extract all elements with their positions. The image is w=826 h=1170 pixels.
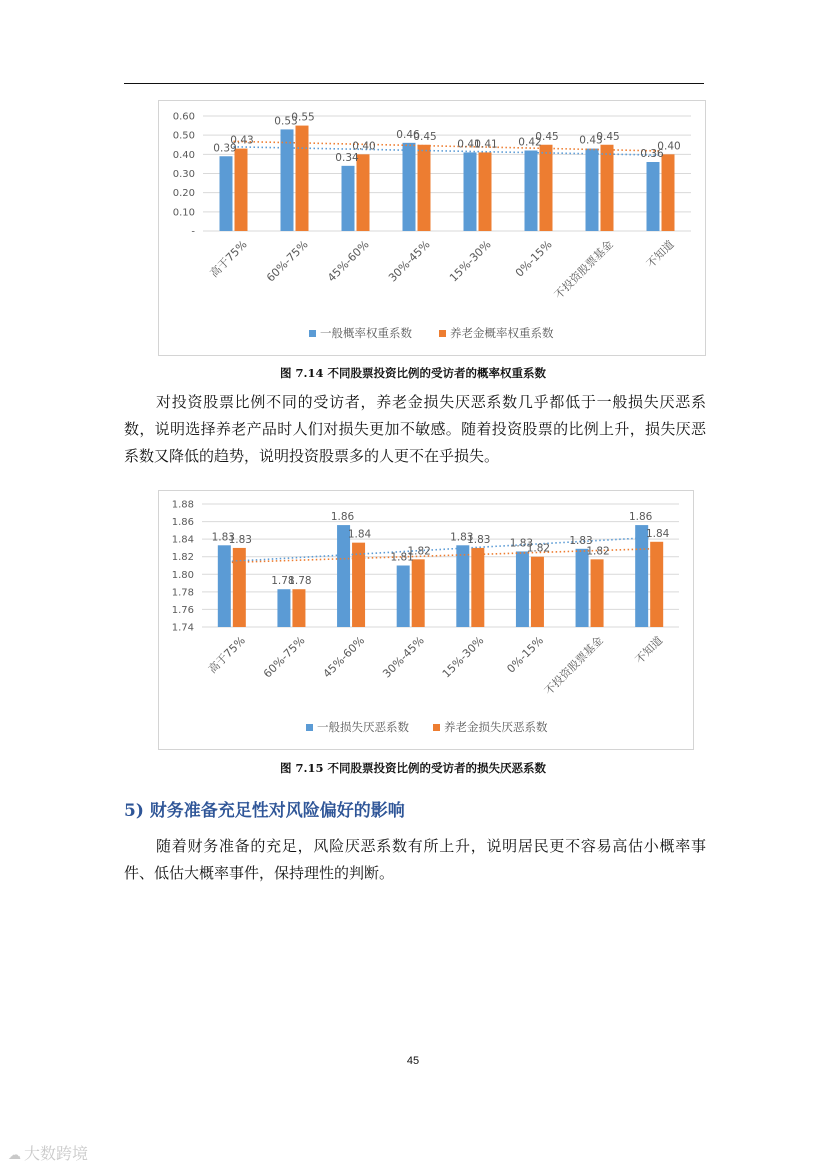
- bar: [647, 162, 660, 231]
- legend-label: 养老金损失厌恶系数: [444, 720, 548, 734]
- chart-frame-1: [158, 100, 706, 356]
- data-label: 1.83: [211, 531, 236, 544]
- y-tick-label: 0.20: [172, 188, 195, 200]
- legend-label: 一般损失厌恶系数: [317, 720, 409, 734]
- data-label: 1.81: [390, 551, 414, 564]
- x-category-label: 45%-60%: [325, 237, 372, 285]
- y-tick-label: 0.50: [172, 130, 195, 142]
- data-label: 0.43: [230, 134, 254, 147]
- data-label: 0.42: [518, 136, 542, 149]
- legend-swatch: [433, 724, 440, 731]
- x-category-label: 高于75%: [207, 237, 250, 280]
- y-tick-label: 1.88: [171, 499, 194, 511]
- y-tick-label: 1.82: [171, 552, 194, 564]
- x-category-label: 60%-75%: [260, 633, 308, 681]
- x-category-label: 60%-75%: [264, 237, 311, 285]
- bar: [292, 589, 305, 627]
- x-category-label: 高于75%: [205, 633, 248, 676]
- data-label: 1.86: [628, 511, 653, 524]
- watermark: [8, 1141, 88, 1164]
- bar: [218, 545, 231, 627]
- data-label: 0.40: [352, 140, 376, 153]
- y-tick-label: 0.60: [172, 111, 195, 123]
- bar: [277, 589, 290, 627]
- figure-caption-7-14: 图 7.14 不同股票投资比例的受访者的概率权重系数: [279, 366, 546, 380]
- bar: [403, 143, 416, 231]
- legend-label: 养老金概率权重系数: [450, 326, 554, 340]
- data-label: 1.83: [450, 531, 474, 544]
- bar: [464, 152, 477, 231]
- legend-label: 一般概率权重系数: [320, 326, 412, 340]
- bar: [456, 545, 469, 627]
- data-label: 0.45: [413, 130, 437, 143]
- y-tick-label: 1.76: [171, 604, 194, 616]
- data-label: 0.39: [213, 142, 237, 155]
- data-label: 1.83: [467, 533, 491, 546]
- data-label: 0.53: [274, 115, 298, 128]
- bar: [352, 543, 365, 627]
- figure-caption-7-15: 图 7.15 不同股票投资比例的受访者的损失厌恶系数: [279, 761, 546, 775]
- bar: [471, 548, 484, 627]
- page-number: 45: [406, 1055, 420, 1067]
- x-category-label: 0%-15%: [512, 237, 555, 280]
- chart-frame-2: [158, 490, 694, 750]
- data-label: 0.41: [474, 138, 498, 151]
- bar: [479, 152, 492, 231]
- data-label: 0.40: [657, 140, 681, 153]
- bar: [531, 557, 544, 627]
- data-label: 0.41: [457, 138, 481, 151]
- data-label: 1.84: [347, 528, 372, 541]
- data-label: 1.82: [586, 545, 610, 558]
- section-heading: 5) 财务准备充足性对风险偏好的影响: [124, 801, 405, 821]
- paragraph-loss-aversion: 对投资股票比例不同的受访者，养老金损失厌恶系数几乎都低于一般损失厌恶系数，说明选择养老产品时人们对损失更加不敏感。随着投资股票的比例上升，损失厌恶系数又降低的趋势，说明投资股票多的人更不在乎损失。: [124, 393, 706, 465]
- bar: [662, 154, 675, 231]
- data-label: 1.83: [228, 533, 253, 546]
- bar: [357, 154, 370, 231]
- x-category-label: 15%-30%: [447, 237, 494, 285]
- x-category-label: 不知道: [632, 633, 666, 667]
- x-category-label: 不投资股票基金: [551, 237, 616, 302]
- bar: [418, 145, 431, 231]
- data-label: 1.82: [526, 542, 551, 555]
- y-tick-label: 0.40: [172, 149, 195, 161]
- data-label: 1.86: [330, 511, 355, 524]
- y-tick-label: 0.10: [172, 207, 195, 219]
- x-category-label: 30%-45%: [386, 237, 433, 285]
- y-tick-label: 1.86: [171, 517, 194, 529]
- legend-swatch: [439, 330, 446, 337]
- data-label: 0.45: [535, 130, 559, 143]
- x-category-label: 30%-45%: [380, 633, 427, 681]
- data-label: 1.78: [288, 575, 312, 588]
- bar: [525, 151, 538, 232]
- header-rule: [124, 83, 704, 84]
- data-label: 0.36: [640, 148, 664, 160]
- y-tick-label: 1.84: [171, 534, 194, 546]
- probability-weight-chart: [159, 101, 705, 355]
- data-label: 0.34: [335, 151, 359, 164]
- x-category-label: 0%-15%: [504, 633, 547, 676]
- data-label: 1.84: [645, 527, 670, 540]
- x-category-label: 45%-60%: [320, 633, 368, 681]
- bar: [650, 542, 663, 627]
- y-tick-label: 1.80: [171, 569, 194, 581]
- data-label: 0.46: [396, 128, 420, 141]
- bar: [235, 149, 248, 231]
- y-tick-label: 1.78: [171, 587, 194, 599]
- bar: [576, 549, 589, 627]
- data-label: 1.83: [509, 537, 534, 550]
- legend-swatch: [309, 330, 316, 337]
- y-tick-label: 0.30: [172, 169, 195, 180]
- data-label: 0.43: [579, 134, 603, 147]
- data-label: 1.82: [407, 545, 431, 558]
- bar: [591, 559, 604, 627]
- data-label: 0.55: [291, 111, 315, 124]
- bar: [516, 551, 529, 627]
- bar: [220, 156, 233, 231]
- paragraph-financial-preparation: 随着财务准备的充足，风险厌恶系数有所上升，说明居民更不容易高估小概率事件、低估大概率事件，保持理性的判断。: [124, 837, 706, 882]
- legend-swatch: [306, 724, 313, 731]
- bar: [586, 149, 599, 231]
- bar: [601, 145, 614, 231]
- bar: [281, 129, 294, 231]
- data-label: 1.83: [569, 534, 593, 547]
- x-category-label: 不投资股票基金: [542, 633, 606, 698]
- data-label: 0.45: [596, 130, 620, 143]
- data-label: 1.78: [271, 575, 295, 588]
- bar: [342, 166, 355, 231]
- bar: [233, 548, 246, 627]
- x-category-label: 15%-30%: [439, 633, 487, 681]
- watermark-text: 大数跨境: [24, 1144, 89, 1163]
- bar: [296, 126, 309, 231]
- cloud-logo-icon: ☁: [8, 1148, 21, 1163]
- bar: [635, 525, 648, 627]
- bar: [397, 566, 410, 628]
- x-category-label: 不知道: [644, 237, 677, 271]
- y-tick-label: -: [191, 226, 195, 238]
- bar: [540, 145, 553, 231]
- y-tick-label: 1.74: [171, 622, 194, 634]
- bar: [412, 559, 425, 627]
- loss-aversion-chart: [159, 491, 693, 749]
